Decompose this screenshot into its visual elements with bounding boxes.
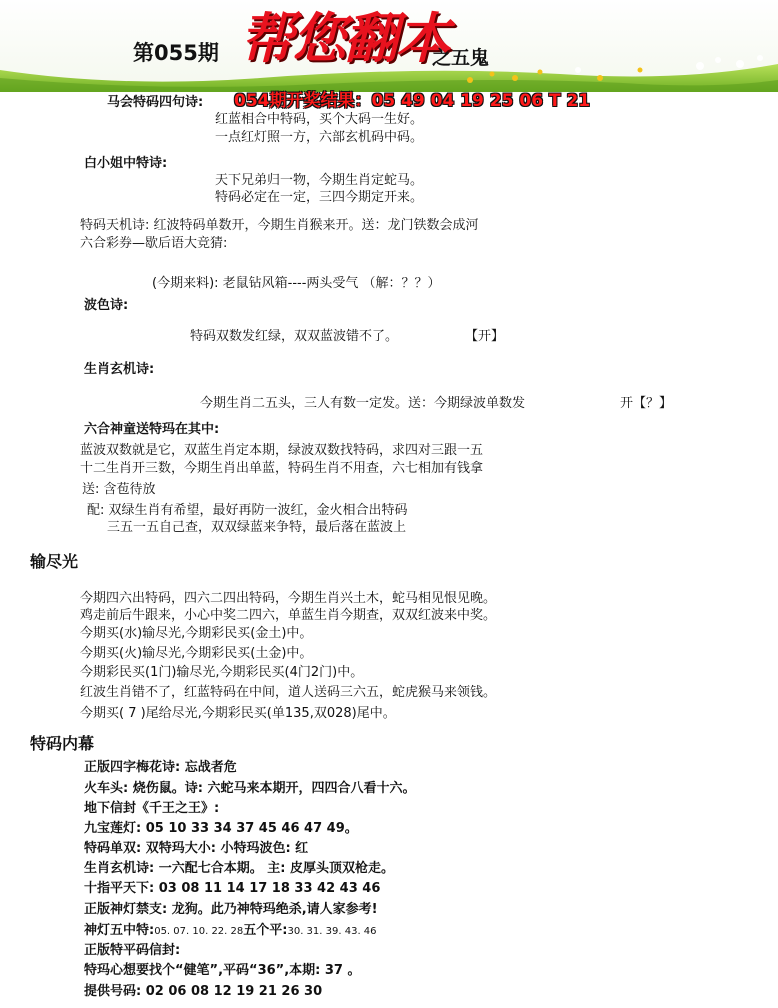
lamp-label: 神灯五中特: <box>84 923 155 938</box>
info-line: 特玛心想要找个“健笔”,平码“36”,本期: 37 。 <box>84 963 361 978</box>
info-line: 提供号码: 02 06 08 12 19 21 26 30 <box>84 984 323 999</box>
issue-number: 第055期 <box>133 41 219 65</box>
tip-line: 今期彩民买(1门)输尽光,今期彩民买(4门2门)中。 <box>80 665 364 680</box>
poem-line: 三五一五自己查，双双绿蓝来争特，最后落在蓝波上 <box>107 520 407 535</box>
page-subtitle: 之五鬼 <box>432 47 490 69</box>
info-line: 特码单双: 双特玛大小: 小特玛波色: 红 <box>84 841 309 856</box>
tip-line: 今期买(火)输尽光,今期彩民买(土金)中。 <box>80 646 313 661</box>
poem-line: 今期生肖二五头，三人有数一定发。送：今期绿波单数发 <box>200 396 526 411</box>
poem-label-zodiac: 生肖玄机诗: <box>84 362 155 377</box>
tip-line: 今期买( 7 )尾给尽光,今期彩民买(单135,双028)尾中。 <box>80 706 396 721</box>
poem-line: 送: 含苞待放 <box>82 482 156 497</box>
info-line: 生肖玄机诗: 一六配七合本期。 主: 皮厚头顶双枪走。 <box>84 861 394 876</box>
lamp-numbers: 05. 07. 10. 22. 28 <box>154 926 244 937</box>
info-line: 九宝莲灯: 05 10 33 34 37 45 46 47 49。 <box>84 821 358 836</box>
info-line: 火车头: 烧伤鼠。诗: 六蛇马来本期开，四四合八看十六。 <box>84 781 416 796</box>
tip-line: 今期买(水)输尽光,今期彩民买(金土)中。 <box>80 626 313 641</box>
riddle-line: 六合彩券—歇后语大竞猜: <box>80 236 228 251</box>
info-line: 正版特平码信封: <box>84 943 181 958</box>
flat-numbers: 30. 31. 39. 43. 46 <box>287 926 377 937</box>
open-marker: 开【？】 <box>620 396 673 411</box>
poem-line: 特码双数发红绿，双双蓝波错不了。 <box>190 329 399 344</box>
poem-line: 一点红灯照一方，六部玄机码中码。 <box>215 130 424 145</box>
poem-line: 红蓝相合中特码，买个大码一生好。 <box>215 112 424 127</box>
poem-label-horse-club: 马会特码四句诗: <box>107 95 204 110</box>
poem-label-miss-white: 白小姐中特诗: <box>84 156 168 171</box>
poem-line: 配: 双绿生肖有希望，最好再防一波红，金火相合出特码 <box>87 503 408 518</box>
poem-line: 天下兄弟归一物，今期生肖定蛇马。 <box>215 173 424 188</box>
poem-line: 十二生肖开三数，今期生肖出单蓝，特码生肖不用查，六七相加有钱拿 <box>80 461 484 476</box>
tip-line: 今期四六出特码，四六二四出特码，今期生肖兴土木，蛇马相见恨见晚。 <box>80 591 497 606</box>
info-line: 地下信封《千王之王》: <box>84 801 220 816</box>
section-heading-lose-all: 输尽光 <box>30 552 79 571</box>
info-line: 正版神灯禁支: 龙狗。此乃神特玛绝杀,请人家参考! <box>84 902 378 917</box>
section-heading-inside-info: 特码内幕 <box>30 734 95 753</box>
page-title: 帮您翻本 <box>240 6 448 70</box>
riddle-line: (今期来料): 老鼠钻风箱----两头受气 （解：？？） <box>152 276 441 291</box>
draw-result: 054期开奖结果：05 49 04 19 25 06 T 21 <box>234 91 591 111</box>
poem-line: 特码必定在一定，三四今期定开来。 <box>215 190 424 205</box>
info-line: 正版四字梅花诗: 忘战者危 <box>84 760 237 775</box>
riddle-line: 特码天机诗: 红波特码单数开，今期生肖猴来开。送：龙门铁数会成河 <box>80 218 479 233</box>
info-line: 十指平天下: 03 08 11 14 17 18 33 42 43 46 <box>84 881 381 896</box>
tip-line: 红波生肖错不了，红蓝特码在中间，道人送码三六五，蛇虎猴马来领钱。 <box>80 685 497 700</box>
poem-label-wave-color: 波色诗: <box>84 298 129 313</box>
poem-line: 蓝波双数就是它，双蓝生肖定本期，绿波双数找特码，求四对三跟一五 <box>80 443 484 458</box>
info-line-lamp <box>84 922 377 941</box>
flat-label: 五个平: <box>243 923 288 938</box>
tip-line: 鸡走前后牛跟来，小心中奖二四六，单蓝生肖今期查，双双红波来中奖。 <box>80 608 497 623</box>
open-marker: 【开】 <box>465 329 505 344</box>
poem-label-child: 六合神童送特玛在其中: <box>84 422 220 437</box>
